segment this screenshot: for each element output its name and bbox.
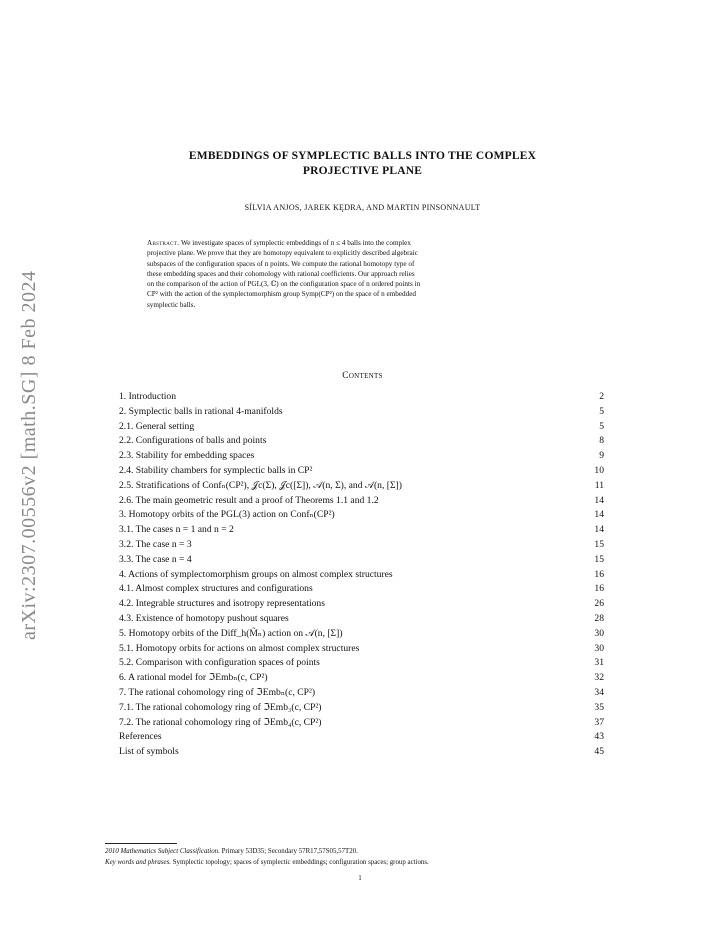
author-list: SÍLVIA ANJOS, JAREK KĘDRA, AND MARTIN PINSONNAULT: [244, 203, 481, 212]
toc-entry-label: 6. A rational model for ℑEmbₙ(c, CP²): [119, 672, 268, 684]
toc-entry-page: 16: [594, 583, 604, 595]
toc-entry-label: 3.2. The case n = 3: [119, 538, 192, 550]
toc-entry-page: 8: [599, 435, 604, 447]
toc-entry[interactable]: [119, 582, 604, 597]
toc-entry-label: 2.4. Stability chambers for symplectic balls in CP²: [119, 464, 313, 476]
toc-entry-label: 2.6. The main geometric result and a proof of Theorems 1.1 and 1.2: [119, 494, 379, 506]
title-line-1: EMBEDDINGS OF SYMPLECTIC BALLS INTO THE COMPLEX: [188, 150, 537, 162]
toc-entry-page: 14: [594, 494, 604, 506]
abstract-line: CP² with the action of the symplectomorphism group Symp(CP²) on the space of n embedded: [147, 290, 417, 299]
toc-entry[interactable]: [119, 523, 604, 538]
toc-entry[interactable]: [119, 701, 604, 716]
toc-entry-page: 30: [594, 642, 604, 654]
toc-entry[interactable]: [119, 434, 604, 449]
toc-entry[interactable]: [119, 671, 604, 686]
toc-entry[interactable]: [119, 449, 604, 464]
toc-entry-page: 2: [599, 391, 604, 402]
abstract-line: projective plane. We prove that they are homotopy equivalent to explicitly described algebraic: [147, 249, 418, 258]
toc-entry-page: 35: [594, 701, 604, 713]
abstract-line: subspaces of the configuration spaces of n points. We compute the rational homotopy type of: [147, 259, 415, 268]
toc-entry-page: 11: [594, 479, 604, 491]
toc-entry[interactable]: [119, 612, 604, 627]
abstract-line: [147, 238, 567, 248]
toc-entry-label: 5.2. Comparison with configuration spaces of points: [119, 657, 320, 669]
toc-entry[interactable]: [119, 479, 604, 494]
msc-text: Primary 53D35; Secondary 57R17,57S05,57T20.: [221, 848, 358, 855]
abstract-label: Abstract.: [147, 239, 180, 247]
toc-entry-page: 5: [599, 405, 604, 417]
abstract: [147, 238, 567, 310]
toc-entry[interactable]: [119, 716, 604, 731]
toc-entry-page: 45: [594, 746, 604, 758]
toc-entry-page: 28: [594, 612, 604, 624]
toc-entry-page: 14: [594, 509, 604, 521]
toc-entry-label: List of symbols: [119, 746, 179, 758]
toc-entry[interactable]: [119, 420, 604, 435]
toc-entry-label: 2.5. Stratifications of Confₙ(CP²), 𝒥c(Σ), 𝒥c([Σ]), 𝒜(n, Σ), and 𝒜(n, [Σ]): [119, 479, 402, 491]
toc-entry-label: 4.1. Almost complex structures and configurations: [119, 583, 313, 595]
keywords-label: Key words and phrases.: [105, 858, 171, 866]
toc-entry-page: 16: [594, 568, 604, 580]
toc-entry[interactable]: [119, 730, 604, 745]
toc-entry-label: References: [119, 731, 162, 743]
abstract-line: symplectic balls.: [147, 300, 196, 309]
toc-entry-page: 15: [594, 553, 604, 565]
toc-entry-page: 32: [594, 672, 604, 684]
toc-entry-page: 26: [594, 598, 604, 610]
toc-entry-label: 1. Introduction: [119, 391, 177, 402]
toc-entry-label: 7.1. The rational cohomology ring of ℑEmb₃(c, CP²): [119, 701, 322, 713]
paper-title: [120, 149, 605, 179]
toc-entry-page: 37: [594, 716, 604, 728]
msc-footnote: [105, 847, 429, 858]
toc-entry[interactable]: [119, 597, 604, 612]
abstract-line: on the comparison of the action of PGL(3, ℂ) on the configuration space of n ordered points in: [147, 280, 421, 289]
toc-entry-label: 3.1. The cases n = 1 and n = 2: [119, 524, 234, 536]
toc-entry[interactable]: [119, 553, 604, 568]
toc-entry-page: 15: [594, 538, 604, 550]
toc-entry[interactable]: [119, 627, 604, 642]
toc-entry-label: 7.2. The rational cohomology ring of ℑEmb₄(c, CP²): [119, 716, 322, 728]
toc-entry[interactable]: [119, 390, 604, 405]
contents-heading: Contents: [342, 371, 383, 381]
toc-entry-page: 10: [594, 464, 604, 476]
abstract-line: these embedding spaces and their cohomology with rational coefficients. Our approach relies: [147, 269, 415, 278]
footnotes: [105, 847, 429, 868]
toc-entry-page: 31: [594, 657, 604, 669]
toc-entry[interactable]: [119, 508, 604, 523]
toc-entry-label: 7. The rational cohomology ring of ℑEmbₙ(c, CP²): [119, 686, 316, 698]
toc-entry-page: 5: [599, 420, 604, 432]
toc-entry[interactable]: [119, 656, 604, 671]
toc-entry-label: 3.3. The case n = 4: [119, 553, 192, 565]
keywords-footnote: [105, 858, 429, 869]
toc-entry-label: 4.3. Existence of homotopy pushout squares: [119, 612, 289, 624]
msc-label: 2010 Mathematics Subject Classification.: [105, 848, 220, 855]
toc-entry[interactable]: [119, 745, 604, 760]
toc-entry-label: 2.3. Stability for embedding spaces: [119, 450, 255, 462]
arxiv-identifier: arXiv:2307.00556v2 [math.SG] 8 Feb 2024: [18, 270, 40, 640]
toc-entry-label: 5. Homotopy orbits of the Diff_h(M̃ₙ) action on 𝒜(n, [Σ]): [119, 627, 343, 639]
toc-entry-label: 2.2. Configurations of balls and points: [119, 435, 267, 447]
toc-entry[interactable]: [119, 538, 604, 553]
keywords-text: Symplectic topology; spaces of symplectic embeddings; configuration spaces; group actions.: [172, 858, 429, 866]
toc-entry[interactable]: [119, 568, 604, 583]
toc-entry-page: 34: [594, 686, 604, 698]
toc-entry[interactable]: [119, 464, 604, 479]
table-of-contents: [119, 390, 604, 760]
toc-entry-page: 9: [599, 450, 604, 462]
toc-entry-label: 2.1. General setting: [119, 420, 195, 432]
toc-entry-page: 30: [594, 627, 604, 639]
toc-entry-label: 2. Symplectic balls in rational 4-manifolds: [119, 405, 283, 417]
title-line-2: PROJECTIVE PLANE: [302, 165, 423, 177]
toc-entry[interactable]: [119, 642, 604, 657]
toc-entry-page: 43: [594, 731, 604, 743]
toc-entry-page: 14: [594, 524, 604, 536]
toc-entry-label: 5.1. Homotopy orbits for actions on almost complex structures: [119, 642, 360, 654]
toc-entry-label: 4.2. Integrable structures and isotropy representations: [119, 598, 325, 610]
toc-entry-label: 3. Homotopy orbits of the PGL(3) action on Confₙ(CP²): [119, 509, 335, 521]
toc-entry[interactable]: [119, 405, 604, 420]
page-number: 1: [358, 874, 362, 882]
toc-entry-label: 4. Actions of symplectomorphism groups on almost complex structures: [119, 568, 393, 580]
toc-entry[interactable]: [119, 686, 604, 701]
abstract-line-text: We investigate spaces of symplectic embeddings of n ≤ 4 balls into the complex: [181, 239, 411, 247]
footnote-rule: [105, 843, 177, 844]
toc-entry[interactable]: [119, 494, 604, 509]
